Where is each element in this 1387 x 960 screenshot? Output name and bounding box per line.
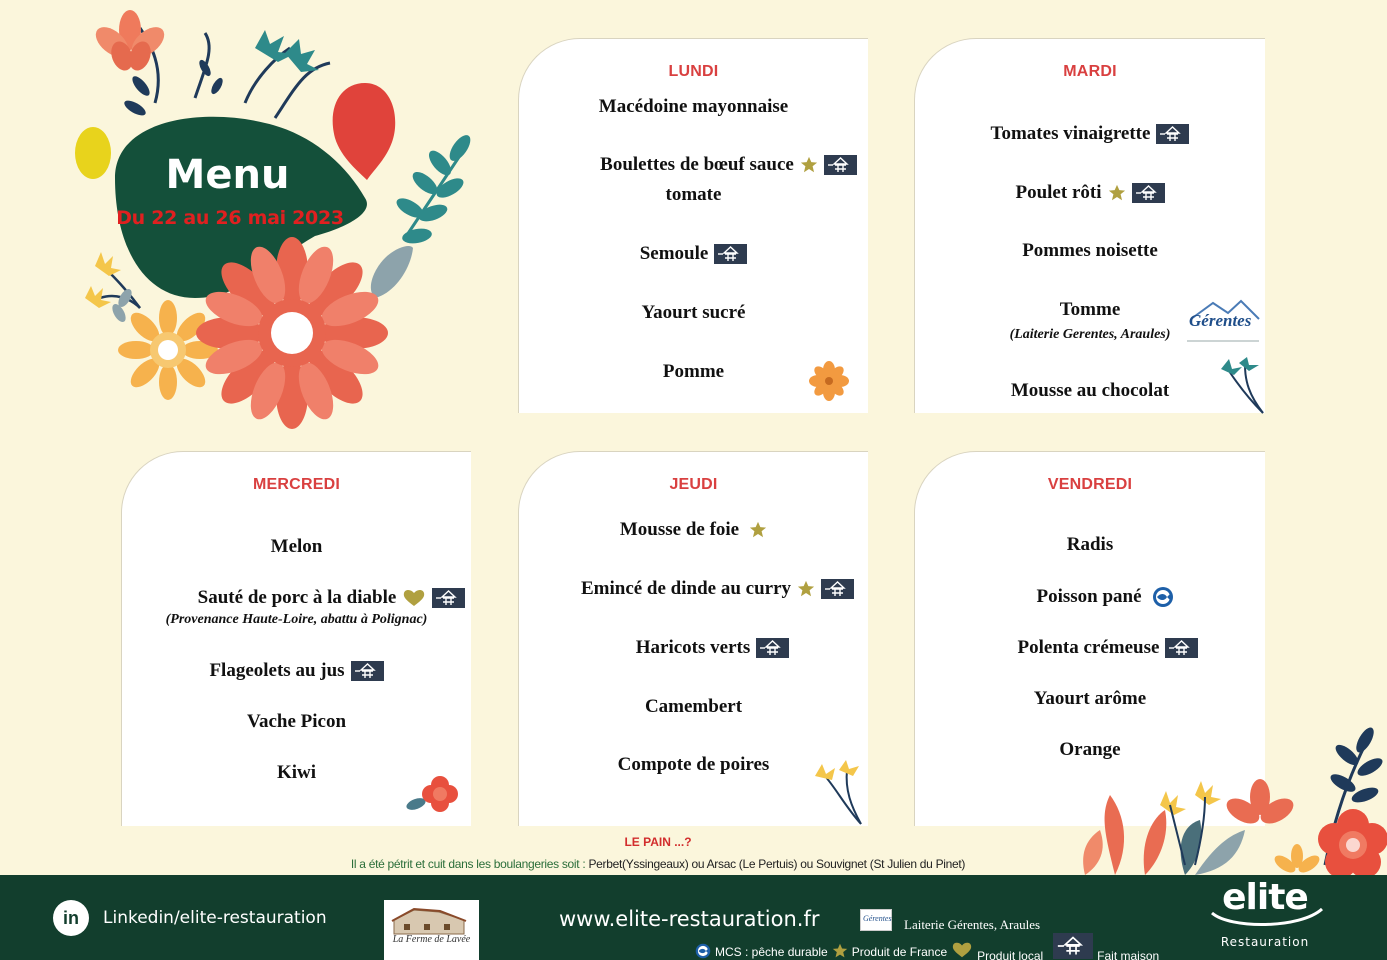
dish-item: Poisson pané xyxy=(915,582,1265,612)
dish-item: Emincé de dinde au curry xyxy=(519,574,868,604)
dish-item: Poulet rôti xyxy=(915,178,1265,208)
menu-date-range: Du 22 au 26 mai 2023 xyxy=(116,207,344,229)
dish-item: Macédoine mayonnaise xyxy=(598,96,789,117)
red-flower-icon xyxy=(404,774,462,816)
dish-item: Sauté de porc à la diable xyxy=(122,583,471,613)
floral-footer-decoration xyxy=(1065,725,1387,877)
menu-title: Menu xyxy=(165,152,290,198)
fait-maison-icon xyxy=(714,244,747,264)
bread-places: Perbet(Yssingeaux) ou Arsac (Le Pertuis) ou Souvignet (St Julien du Pinet) xyxy=(588,857,966,871)
fait-maison-icon xyxy=(1156,124,1189,144)
fait-maison-icon xyxy=(1132,183,1165,203)
star-icon xyxy=(1108,184,1126,202)
day-card-thursday xyxy=(518,451,868,826)
elite-logo: elite Restauration xyxy=(1200,879,1330,955)
dish-item: Tomme xyxy=(1059,299,1121,320)
website-link[interactable]: www.elite-restauration.fr xyxy=(559,907,820,931)
bread-intro: Il a été pétrit et cuit dans les boulangeries soit : xyxy=(350,857,586,871)
mcs-fish-icon xyxy=(1152,586,1174,608)
star-icon xyxy=(832,943,848,959)
dish-item: Flageolets au jus xyxy=(122,656,471,686)
dish-item: Yaourt sucré xyxy=(641,302,746,323)
orange-flower-icon xyxy=(809,361,849,401)
fait-maison-icon xyxy=(351,661,384,681)
fait-maison-icon xyxy=(821,579,854,599)
day-title: MERCREDI xyxy=(253,476,340,493)
fait-maison-icon xyxy=(432,588,465,608)
heart-icon xyxy=(402,588,426,608)
dish-note: (Laiterie Gerentes, Araules) xyxy=(1009,327,1171,342)
fait-maison-icon xyxy=(824,155,857,175)
dish-item: Melon xyxy=(270,536,323,557)
linkedin-link[interactable]: in Linkedin/elite-restauration xyxy=(53,900,327,936)
gerentes-mini-logo: Gérentes xyxy=(860,909,892,931)
bread-text xyxy=(0,857,1316,871)
day-title: VENDREDI xyxy=(1047,476,1133,493)
dish-note: (Provenance Haute-Loire, abattu à Polignac) xyxy=(165,612,428,627)
day-title: MARDI xyxy=(1063,63,1117,80)
legend-france: Produit de France xyxy=(851,945,948,959)
fait-maison-icon xyxy=(1165,638,1198,658)
dish-item: Semoule xyxy=(519,239,868,269)
fait-maison-icon xyxy=(756,638,789,658)
day-card-monday xyxy=(518,38,868,413)
day-title: JEUDI xyxy=(669,476,718,493)
footer xyxy=(0,875,1387,960)
dish-item: Mousse au chocolat xyxy=(1010,380,1170,401)
dish-item: Tomates vinaigrette xyxy=(915,119,1265,149)
day-card-wednesday xyxy=(121,451,471,826)
dish-item: Pommes noisette xyxy=(1022,240,1158,261)
star-icon xyxy=(797,580,815,598)
dish-item: Camembert xyxy=(644,696,743,717)
bread-title: LE PAIN ...? xyxy=(624,835,692,849)
day-title: LUNDI xyxy=(668,63,719,80)
legend-mcs: MCS : pêche durable xyxy=(715,945,828,959)
blue-flower-sprig-icon xyxy=(1215,357,1267,415)
dish-item: tomate xyxy=(665,184,722,205)
dish-item: Radis xyxy=(1066,534,1114,555)
dish-item: Orange xyxy=(1059,739,1121,760)
gerentes-logo: Gérentes xyxy=(1183,297,1263,347)
dish-item: Vache Picon xyxy=(246,711,347,732)
ferme-de-lavee-logo: La Ferme de Lavée xyxy=(384,900,479,960)
star-icon xyxy=(749,521,767,539)
dish-item: Mousse de foie xyxy=(519,515,868,545)
legend-fait-maison: Fait maison xyxy=(1097,949,1160,960)
dish-item: Polenta crémeuse xyxy=(915,633,1265,663)
dish-item: Pomme xyxy=(662,361,725,382)
legend-row xyxy=(695,931,1159,959)
day-card-tuesday xyxy=(914,38,1265,413)
dish-item: Yaourt arôme xyxy=(1033,688,1147,709)
heart-icon xyxy=(951,941,973,959)
dish-item: Compote de poires xyxy=(617,754,770,775)
dish-item: Haricots verts xyxy=(519,633,868,663)
dish-item: Kiwi xyxy=(276,762,317,783)
star-icon xyxy=(800,156,818,174)
yellow-flower-sprig-icon xyxy=(811,760,867,826)
legend-laiterie: Laiterie Gérentes, Araules xyxy=(904,917,1041,932)
mcs-fish-icon xyxy=(695,943,711,959)
dish-item: Boulettes de bœuf sauce xyxy=(519,150,868,180)
fait-maison-icon xyxy=(1053,933,1093,959)
linkedin-icon: in xyxy=(53,900,89,936)
legend-local: Produit local xyxy=(977,949,1044,960)
